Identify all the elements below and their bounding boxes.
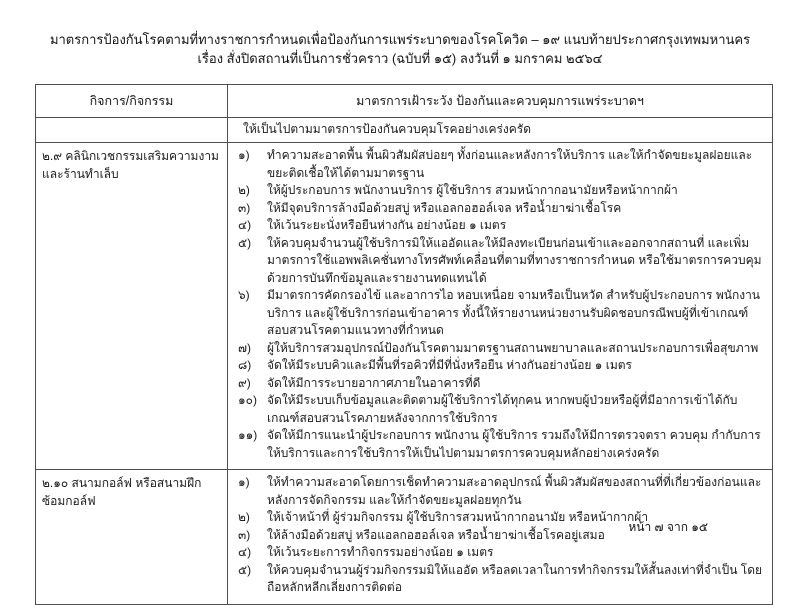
- document-title-line2: เรื่อง สั่งปิดสถานที่เป็นการชั่วคราว (ฉบับที่ ๑๕) ลงวันที่ ๑ มกราคม ๒๕๖๔: [197, 51, 603, 66]
- measure-number: ๖): [238, 288, 250, 302]
- measure-text: ผู้ให้บริการสวมอุปกรณ์ป้องกันโรคตามมาตรฐานสถานพยาบาลและสถานประกอบการเพื่อสุขภาพ: [267, 340, 759, 355]
- measure-number: ๔): [238, 545, 252, 559]
- measure-text: ให้ควบคุมจำนวนผู้ใช้บริการมิให้แออัดและให้มีลงทะเบียนก่อนเข้าและออกจากสถานที่ และเพิ่มมาตรการใช้แอพพลิเคชั่นทางโทรศัพท์เคลื่อนที่ตามที่ทางราชการกำหนด หรือใช้มาตรการควบคุมด้วยการบันทึกข้อมูลและรายงานทดแทนได้: [267, 235, 762, 285]
- measure-number: ๑): [238, 148, 250, 162]
- measure-number: ๘): [238, 358, 252, 372]
- column-header-activity: กิจการ/กิจกรรม: [36, 85, 228, 118]
- measure-text: จัดให้มีการแนะนำผู้ประกอบการ พนักงาน ผู้ใช้บริการ รวมถึงให้มีการตรวจตรา ควบคุม กำกับการให้บริการและการใช้บริการให้เป็นไปตามมาตรการควบคุมหลักอย่างเคร่งครัด: [267, 428, 761, 460]
- measure-text: ให้เจ้าหน้าที่ ผู้ร่วมกิจกรรม ผู้ใช้บริการสวมหน้ากากอนามัย หรือหน้ากากผ้า: [267, 510, 649, 524]
- measure-number: ๕): [238, 235, 252, 250]
- measure-text: ให้ควบคุมจำนวนผู้ร่วมกิจกรรมมิให้แออัด หรือลดเวลาในการทำกิจกรรมให้สั้นลงเท่าที่จำเป็น โดยถือหลักหลีกเลี่ยงการติดต่อ: [267, 562, 763, 594]
- measure-item: [238, 287, 764, 340]
- measure-item: [238, 427, 764, 462]
- measure-number: ๓): [238, 200, 251, 215]
- general-measure-text: ให้เป็นไปตามมาตรการป้องกันควบคุมโรคอย่างเคร่งครัด: [228, 118, 773, 143]
- measure-number: ๑๐): [238, 393, 257, 407]
- table-header-row: [36, 85, 773, 118]
- measure-number: ๔): [238, 218, 252, 232]
- measure-text: จัดให้มีระบบเก็บข้อมูลและติดตามผู้ใช้บริการได้ทุกคน หากพบผู้ป่วยหรือผู้ที่มีอาการเข้าได้กับเกณฑ์สอบสวนโรคภายหลังจากการใช้บริการ: [267, 393, 738, 425]
- measure-item: [238, 217, 764, 235]
- measure-number: ๙): [238, 375, 251, 390]
- measure-text: ให้เว้นระยะการทำกิจกรรมอย่างน้อย ๑ เมตร: [267, 545, 494, 559]
- measure-number: ๑๑): [238, 428, 258, 442]
- measure-number: ๕): [238, 562, 252, 577]
- document-title: [0, 0, 800, 68]
- measure-number: ๗): [238, 340, 252, 355]
- measure-item: [238, 544, 764, 562]
- measure-item: [238, 147, 764, 182]
- measure-text: ให้ล้างมือด้วยสบู่ หรือแอลกอฮอล์เจล หรือน้ำยาฆ่าเชื้อโรคอยู่เสมอ: [267, 527, 605, 542]
- document-title-line1: มาตรการป้องกันโรคตามที่ทางราชการกำหนดเพื่อป้องกันการแพร่ระบาดของโรคโควิด – ๑๙ แนบท้ายประกาศกรุงเทพมหานคร: [49, 32, 751, 47]
- measure-item: [238, 340, 764, 358]
- measure-text: ให้ทำความสะอาดโดยการเช็ดทำความสะอาดอุปกรณ์ พื้นผิวสัมผัสของสถานที่ที่เกี่ยวข้องก่อนและหลังการจัดกิจกรรม และให้กำจัดขยะมูลฝอยทุกวัน: [267, 475, 762, 507]
- measure-item: [238, 392, 764, 427]
- measure-number: ๑): [238, 475, 250, 489]
- measure-text: มีมาตรการคัดกรองไข้ และอาการไอ หอบเหนื่อย จามหรือเป็นหวัด สำหรับผู้ประกอบการ พนักงานบริการ และผู้ใช้บริการก่อนเข้าอาคาร ทั้งนี้ให้รายงานหน่วยงานรับผิดชอบกรณีพบผู้ที่เข้าเกณฑ์สอบสวนโรคตามแนวทางที่กำหนด: [267, 288, 761, 337]
- measure-item: [238, 182, 764, 200]
- measure-text: จัดให้มีการระบายอากาศภายในอาคารที่ดี: [267, 375, 481, 390]
- empty-activity-cell: [36, 118, 228, 143]
- measure-text: จัดให้มีระบบคิวและมีพื้นที่รอคิวที่มีที่นั่งหรือยืน ห่างกันอย่างน้อย ๑ เมตร: [267, 358, 632, 372]
- measure-number: ๓): [238, 527, 251, 542]
- measure-item: [238, 562, 764, 597]
- measure-number: ๒): [238, 183, 250, 197]
- measure-text: ให้ผู้ประกอบการ พนักงานบริการ ผู้ใช้บริการ สวมหน้ากากอนามัยหรือหน้ากากผ้า: [267, 183, 678, 197]
- general-measure-row: [36, 118, 773, 143]
- measure-number: ๒): [238, 510, 250, 524]
- measure-text: ให้มีจุดบริการล้างมือด้วยสบู่ หรือแอลกอฮอล์เจล หรือน้ำยาฆ่าเชื้อโรค: [267, 200, 622, 215]
- column-header-measures: มาตรการเฝ้าระวัง ป้องกันและควบคุมการแพร่ระบาดฯ: [228, 85, 773, 118]
- measure-text: ทำความสะอาดพื้น พื้นผิวสัมผัสบ่อยๆ ทั้งก่อนและหลังการให้บริการ และให้กำจัดขยะมูลฝอยและขยะติดเชื้อให้ได้ตามมาตรฐาน: [267, 148, 753, 180]
- measure-item: [238, 200, 764, 218]
- measure-text: ให้เว้นระยะนั่งหรือยืนห่างกัน อย่างน้อย ๑ เมตร: [267, 218, 507, 232]
- measure-item: [238, 357, 764, 375]
- table-row: [36, 143, 773, 470]
- measures-cell: [228, 143, 773, 470]
- activity-cell: ๒.๙ คลินิกเวชกรรมเสริมความงาม และร้านทำเล็บ: [36, 143, 228, 470]
- measure-item: [238, 375, 764, 393]
- activity-cell: ๒.๑๐ สนามกอล์ฟ หรือสนามฝึกซ้อมกอล์ฟ: [36, 470, 228, 605]
- measure-item: [238, 235, 764, 288]
- measure-item: [238, 474, 764, 509]
- page-number: หน้า ๗ จาก ๑๕: [628, 520, 708, 534]
